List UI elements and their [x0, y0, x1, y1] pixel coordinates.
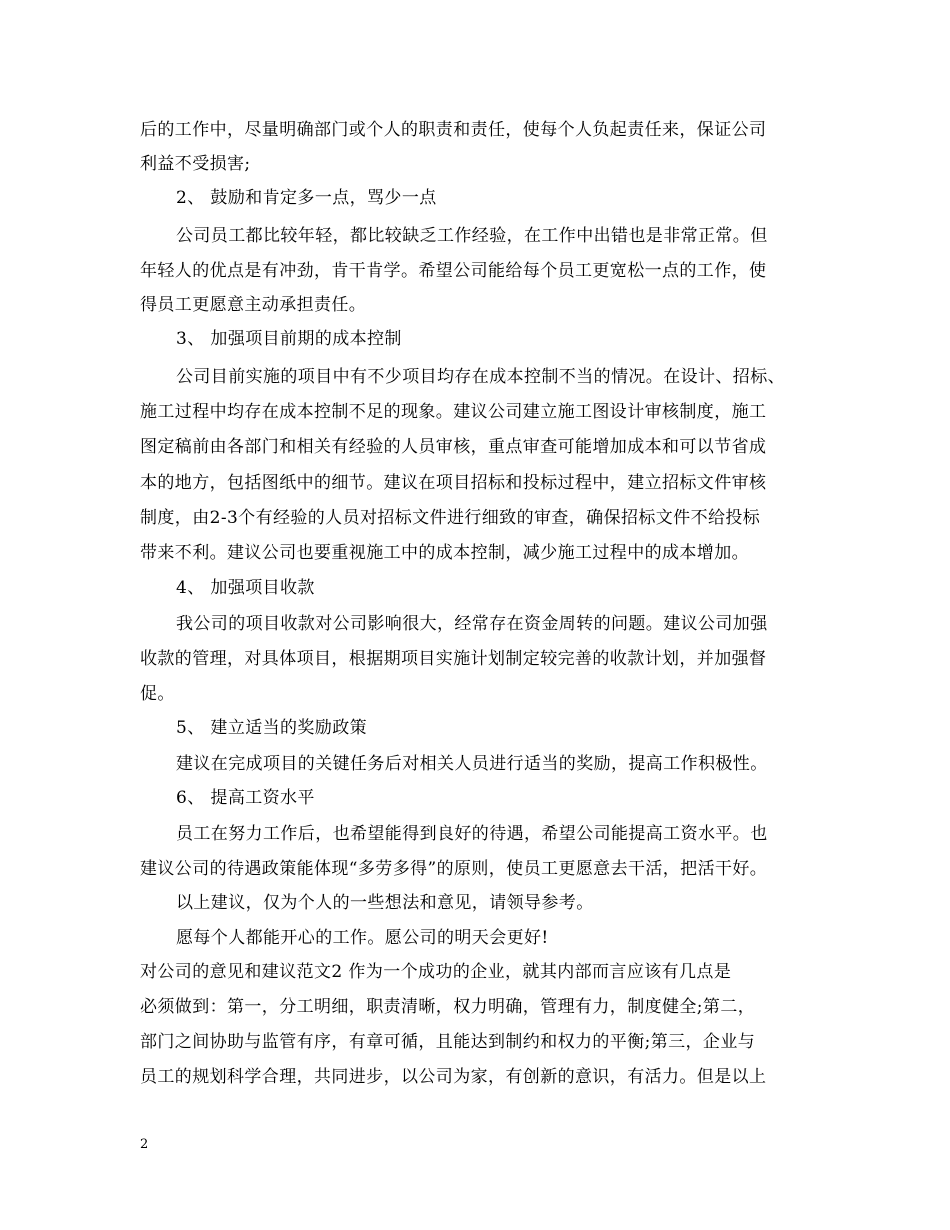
- text-line: 图定稿前由各部门和相关有经验的人员审核，重点审查可能增加成本和可以节省成: [140, 437, 767, 457]
- page-number: 2: [140, 1137, 149, 1152]
- text-line: 必须做到：第一，分工明细，职责清晰，权力明确，管理有力，制度健全;第二，: [140, 997, 756, 1017]
- text-line: 后的工作中，尽量明确部门或个人的职责和责任，使每个人负起责任来，保证公司: [140, 120, 767, 140]
- text-line: 促。: [140, 684, 175, 704]
- text-line: 年轻人的优点是有冲劲，肯干肯学。希望公司能给每个员工更宽松一点的工作，使: [140, 261, 767, 281]
- text-line: 利益不受损害;: [140, 154, 251, 174]
- text-line: 建议公司的待遇政策能体现“多劳多得”的原则，使员工更愿意去干活，把活干好。: [140, 859, 768, 879]
- text-line: 部门之间协助与监管有序，有章可循，且能达到制约和权力的平衡;第三，企业与: [140, 1032, 756, 1052]
- text-line: 本的地方，包括图纸中的细节。建议在项目招标和投标过程中，建立招标文件审核: [140, 473, 767, 493]
- text-line: 我公司的项目收款对公司影响很大，经常存在资金周转的问题。建议公司加强: [176, 614, 768, 634]
- text-line: 得员工更愿意主动承担责任。: [140, 295, 367, 315]
- section-start-line: 对公司的意见和建议范文2 作为一个成功的企业，就其内部而言应该有几点是: [140, 962, 732, 982]
- text-line: 建议在完成项目的关键任务后对相关人员进行适当的奖励，提高工作积极性。: [176, 754, 768, 774]
- text-line: 带来不利。建议公司也要重视施工中的成本控制，减少施工过程中的成本增加。: [140, 543, 749, 563]
- text-line: 公司目前实施的项目中有不少项目均存在成本控制不当的情况。在设计、招标、: [176, 367, 785, 387]
- list-heading-4: 4、 加强项目收款: [176, 578, 315, 598]
- text-line: 愿每个人都能开心的工作。愿公司的明天会更好!: [176, 928, 549, 948]
- list-heading-6: 6、 提高工资水平: [176, 788, 315, 808]
- text-line: 收款的管理，对具体项目，根据期项目实施计划制定较完善的收款计划，并加强督: [140, 649, 767, 669]
- text-line: 员工的规划科学合理，共同进步，以公司为家，有创新的意识，有活力。但是以上: [140, 1067, 767, 1087]
- list-heading-5: 5、 建立适当的奖励政策: [176, 718, 368, 738]
- text-line: 施工过程中均存在成本控制不足的现象。建议公司建立施工图设计审核制度，施工: [140, 402, 767, 422]
- text-line: 员工在努力工作后，也希望能得到良好的待遇，希望公司能提高工资水平。也: [176, 824, 768, 844]
- text-line: 以上建议，仅为个人的一些想法和意见，请领导参考。: [176, 893, 594, 913]
- list-heading-3: 3、 加强项目前期的成本控制: [176, 329, 402, 349]
- text-line: 制度，由2-3个有经验的人员对招标文件进行细致的审查，确保招标文件不给投标: [140, 508, 761, 528]
- text-line: 公司员工都比较年轻，都比较缺乏工作经验，在工作中出错也是非常正常。但: [176, 226, 768, 246]
- list-heading-2: 2、 鼓励和肯定多一点，骂少一点: [176, 188, 437, 208]
